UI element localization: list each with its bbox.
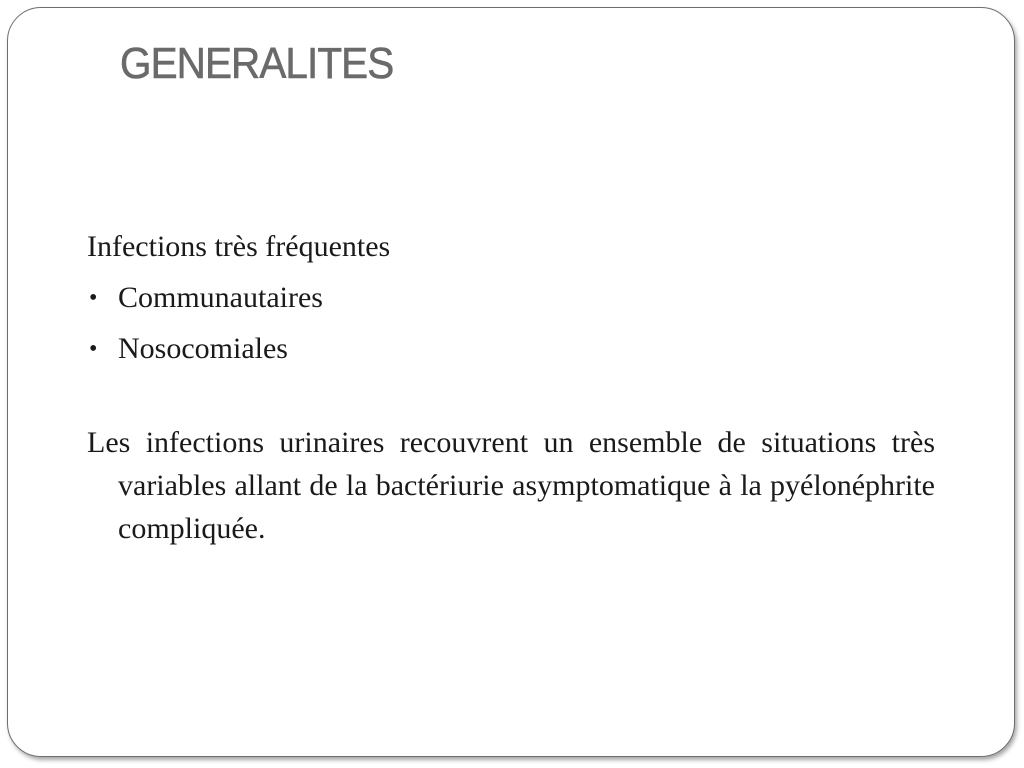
bullet-icon: • <box>89 336 98 362</box>
bullet-label-nosocomiales: Nosocomiales <box>118 332 288 365</box>
slide-frame <box>7 7 1015 757</box>
slide-content <box>87 224 935 550</box>
intro-line: Infections très fréquentes <box>87 230 391 263</box>
body-paragraph: Les infections urinaires recouvrent un ensemble de situations très variables allant de la bactériurie asymptomatique à la pyélonéphrite compliquée. <box>87 426 935 545</box>
list-item <box>87 275 935 326</box>
bullet-icon: • <box>89 285 98 311</box>
bullet-list <box>87 275 935 377</box>
list-item <box>87 326 935 377</box>
slide-title: GENERALITES <box>120 39 394 88</box>
bullet-label-communautaires: Communautaires <box>118 281 323 314</box>
